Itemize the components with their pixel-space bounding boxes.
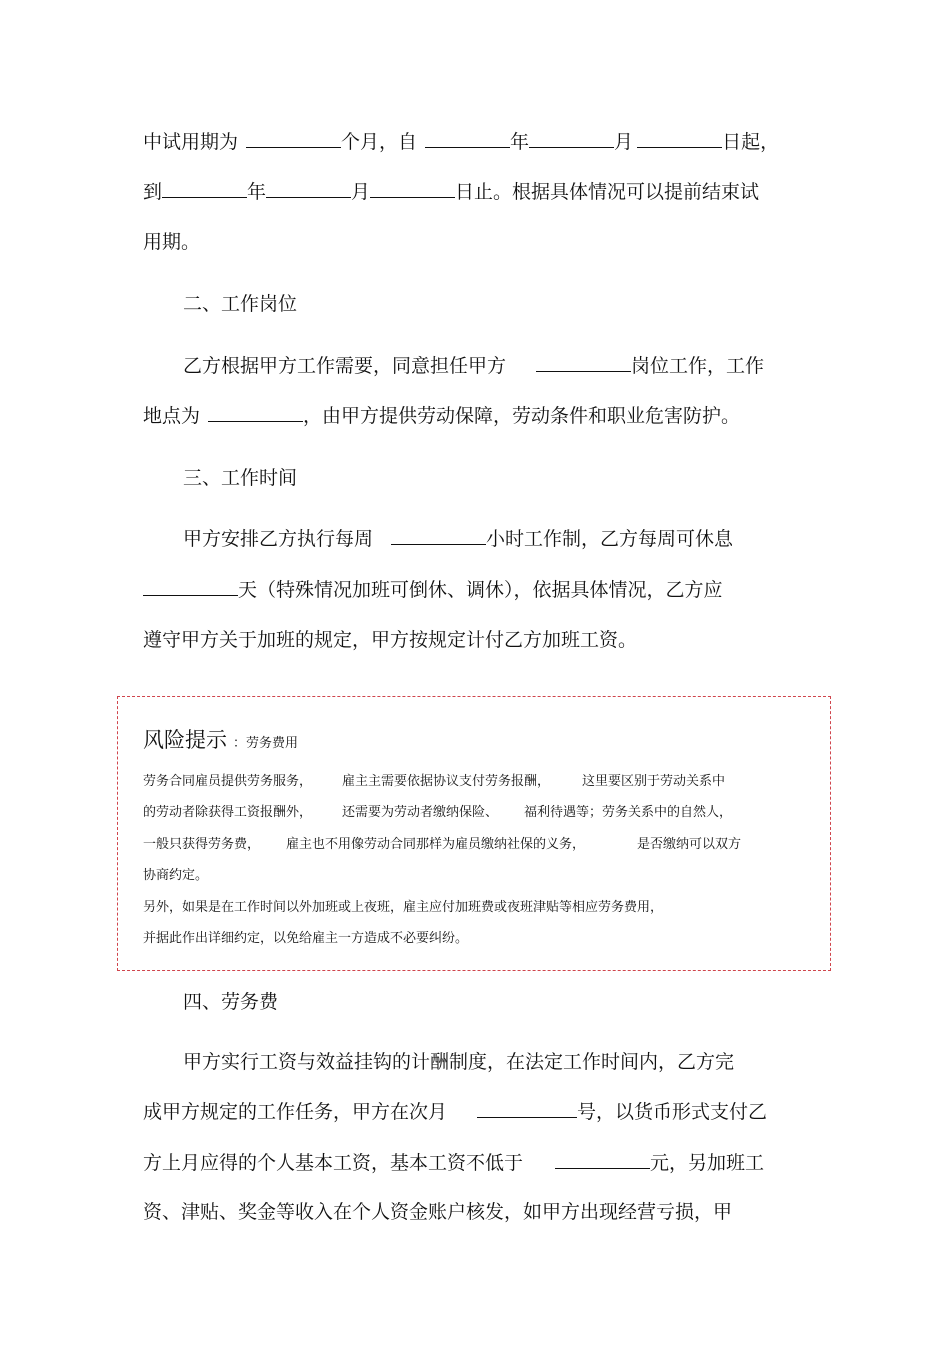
end-day-blank[interactable]: [370, 179, 455, 198]
section-heading-work-time: 三、工作时间: [183, 467, 298, 489]
trial-period-line-1: 中试用期为 个月，自 年 月 日起，: [143, 131, 780, 153]
risk-notice-line-1: 劳务合同雇员提供劳务服务， 雇主主需要依据协议支付劳务报酬， 这里要区别于劳动关系中: [143, 774, 726, 789]
section-heading-job-position: 二、工作岗位: [183, 293, 298, 315]
work-time-line-3: 遵守甲方关于加班的规定，甲方按规定计付乙方加班工资。: [143, 629, 638, 651]
weekly-hours-blank[interactable]: [391, 526, 486, 545]
end-month-blank[interactable]: [266, 179, 351, 198]
start-year-blank[interactable]: [425, 129, 510, 148]
remuneration-line-3: 方上月应得的个人基本工资，基本工资不低于 元，另加班工: [143, 1152, 765, 1174]
risk-notice-line-6: 并据此作出详细约定，以免给雇主一方造成不必要纠纷。: [143, 931, 469, 946]
start-day-blank[interactable]: [637, 129, 722, 148]
rest-days-blank[interactable]: [143, 577, 238, 596]
end-year-blank[interactable]: [162, 179, 247, 198]
remuneration-line-1: 甲方实行工资与效益挂钩的计酬制度，在法定工作时间内，乙方完: [183, 1051, 735, 1073]
risk-notice-line-3: 一般只获得劳务费， 雇主也不用像劳动合同那样为雇员缴纳社保的义务， 是否缴纳可以双方: [143, 837, 742, 852]
base-salary-blank[interactable]: [555, 1150, 650, 1169]
job-position-line-1: 乙方根据甲方工作需要，同意担任甲方 岗位工作，工作: [183, 355, 765, 377]
job-position-line-2: 地点为 ，由甲方提供劳动保障，劳动条件和职业危害防护。: [143, 405, 741, 427]
section-heading-remuneration: 四、劳务费: [183, 991, 279, 1013]
trial-period-line-3: 用期。: [143, 231, 201, 253]
risk-notice-line-5: 另外，如果是在工作时间以外加班或上夜班，雇主应付加班费或夜班津贴等相应劳务费用，: [143, 900, 664, 915]
risk-notice-title: 风险提示 ：劳务费用: [143, 728, 299, 752]
risk-notice-line-4: 协商约定。: [143, 868, 209, 883]
work-time-line-2: 天（特殊情况加班可倒休、调休），依据具体情况，乙方应: [143, 576, 723, 604]
remuneration-line-2: 成甲方规定的工作任务，甲方在次月 号，以货币形式支付乙: [143, 1101, 768, 1123]
risk-notice-line-2: 的劳动者除获得工资报酬外， 还需要为劳动者缴纳保险、 福利待遇等；劳务关系中的自然人，: [143, 805, 733, 820]
remuneration-line-4: 资、津贴、奖金等收入在个人资金账户核发，如甲方出现经营亏损，甲: [143, 1201, 733, 1223]
trial-period-line-2: 到 年 月 日止。根据具体情况可以提前结束试: [143, 181, 760, 203]
position-blank[interactable]: [536, 353, 631, 372]
work-location-blank[interactable]: [208, 403, 303, 422]
months-blank[interactable]: [246, 129, 341, 148]
start-month-blank[interactable]: [529, 129, 614, 148]
work-time-line-1: 甲方安排乙方执行每周 小时工作制，乙方每周可休息: [183, 528, 734, 550]
payday-blank[interactable]: [477, 1099, 577, 1118]
